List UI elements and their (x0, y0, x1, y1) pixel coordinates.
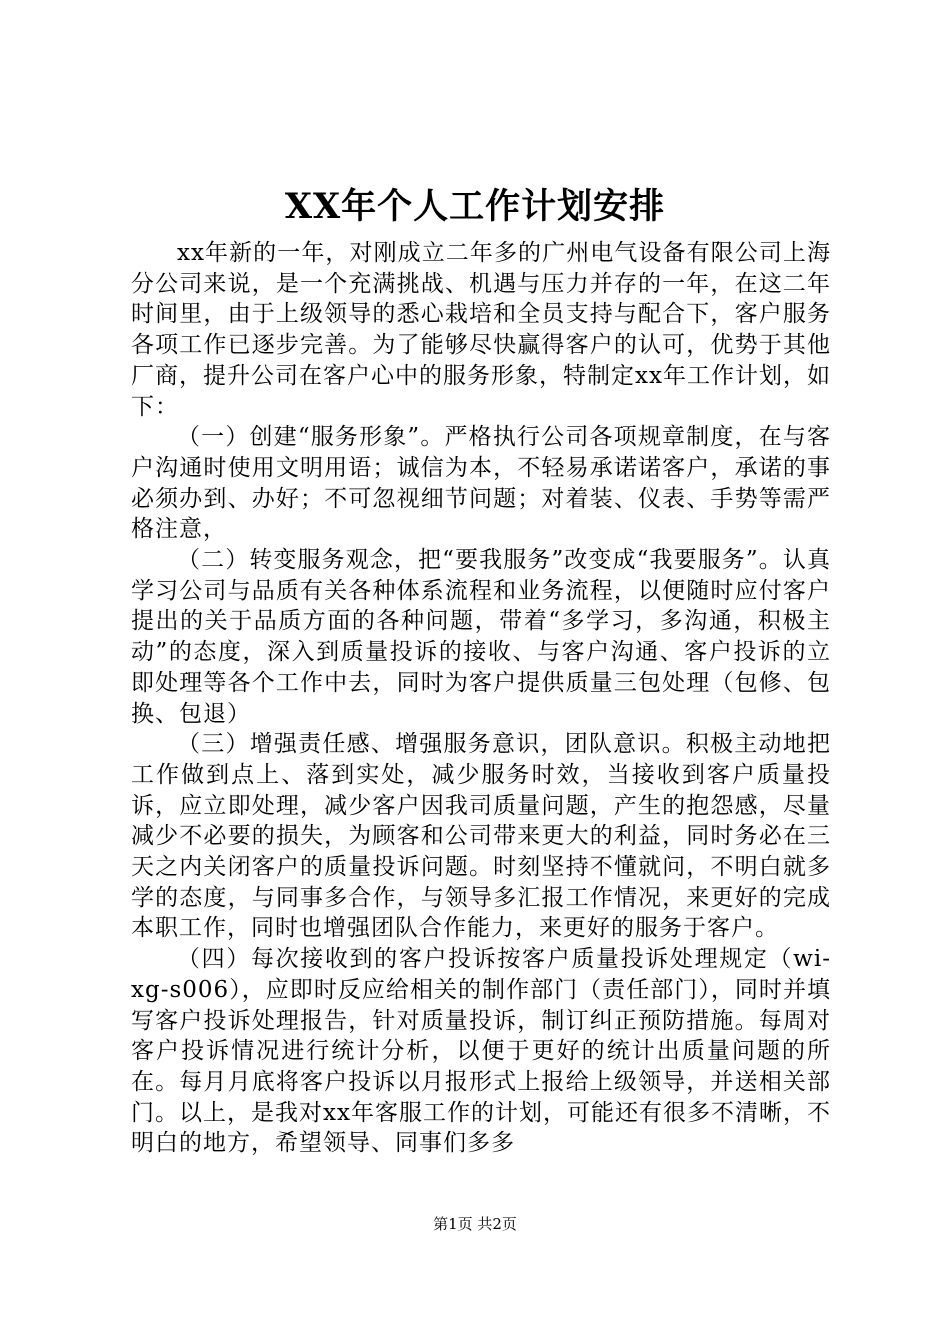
paragraph-section-4: （四）每次接收到的客户投诉按客户质量投诉处理规定（wi-xg-s006），应即时反应给相关的制作部门（责任部门），同时并填写客户投诉处理报告，针对质量投诉，制订纠正预防措施。每周对客户投诉情况进行统计分析，以便于更好的统计出质量问题的所在。每月月底将客户投诉以月报形式上报给上级领导，并送相关部门。以上，是我对xx年客服工作的计划，可能还有很多不清晰，不明白的地方，希望领导、同事们多多 (131, 946, 831, 1157)
paragraph-section-2: （二）转变服务观念，把“要我服务”改变成“我要服务”。认真学习公司与品质有关各种体系流程和业务流程，以便随时应付客户提出的关于品质方面的各种问题，带着“多学习，多沟通，积极主动”的态度，深入到质量投诉的接收、与客户沟通、客户投诉的立即处理等各个工作中去，同时为客户提供质量三包处理（包修、包换、包退） (131, 547, 831, 727)
paragraph-section-1: （一）创建“服务形象”。严格执行公司各项规章制度，在与客户沟通时使用文明用语；诚信为本，不轻易承诺诺客户，承诺的事必须办到、办好；不可忽视细节问题；对着装、仪表、手势等需严格注意， (131, 424, 831, 543)
paragraph-section-3: （三）增强责任感、增强服务意识，团队意识。积极主动地把工作做到点上、落到实处，减少服务时效，当接收到客户质量投诉，应立即处理，减少客户因我司质量问题，产生的抱怨感，尽量减少不必要的损失，为顾客和公司带来更大的利益，同时务必在三天之内关闭客户的质量投诉问题。时刻坚持不懂就问，不明白就多学的态度，与同事多合作，与领导多汇报工作情况，来更好的完成本职工作，同时也增强团队合作能力，来更好的服务于客户。 (131, 731, 831, 942)
document-body (131, 238, 831, 1159)
page-footer: 第1页 共2页 (433, 1215, 517, 1233)
paragraph-intro: xx年新的一年，对刚成立二年多的广州电气设备有限公司上海分公司来说，是一个充满挑战、机遇与压力并存的一年，在这二年时间里，由于上级领导的悉心栽培和全员支持与配合下，客户服务各项工作已逐步完善。为了能够尽快赢得客户的认可，优势于其他厂商，提升公司在客户心中的服务形象，特制定xx年工作计划，如下： (131, 240, 831, 420)
document-title: XX年个人工作计划安排 (284, 186, 666, 227)
